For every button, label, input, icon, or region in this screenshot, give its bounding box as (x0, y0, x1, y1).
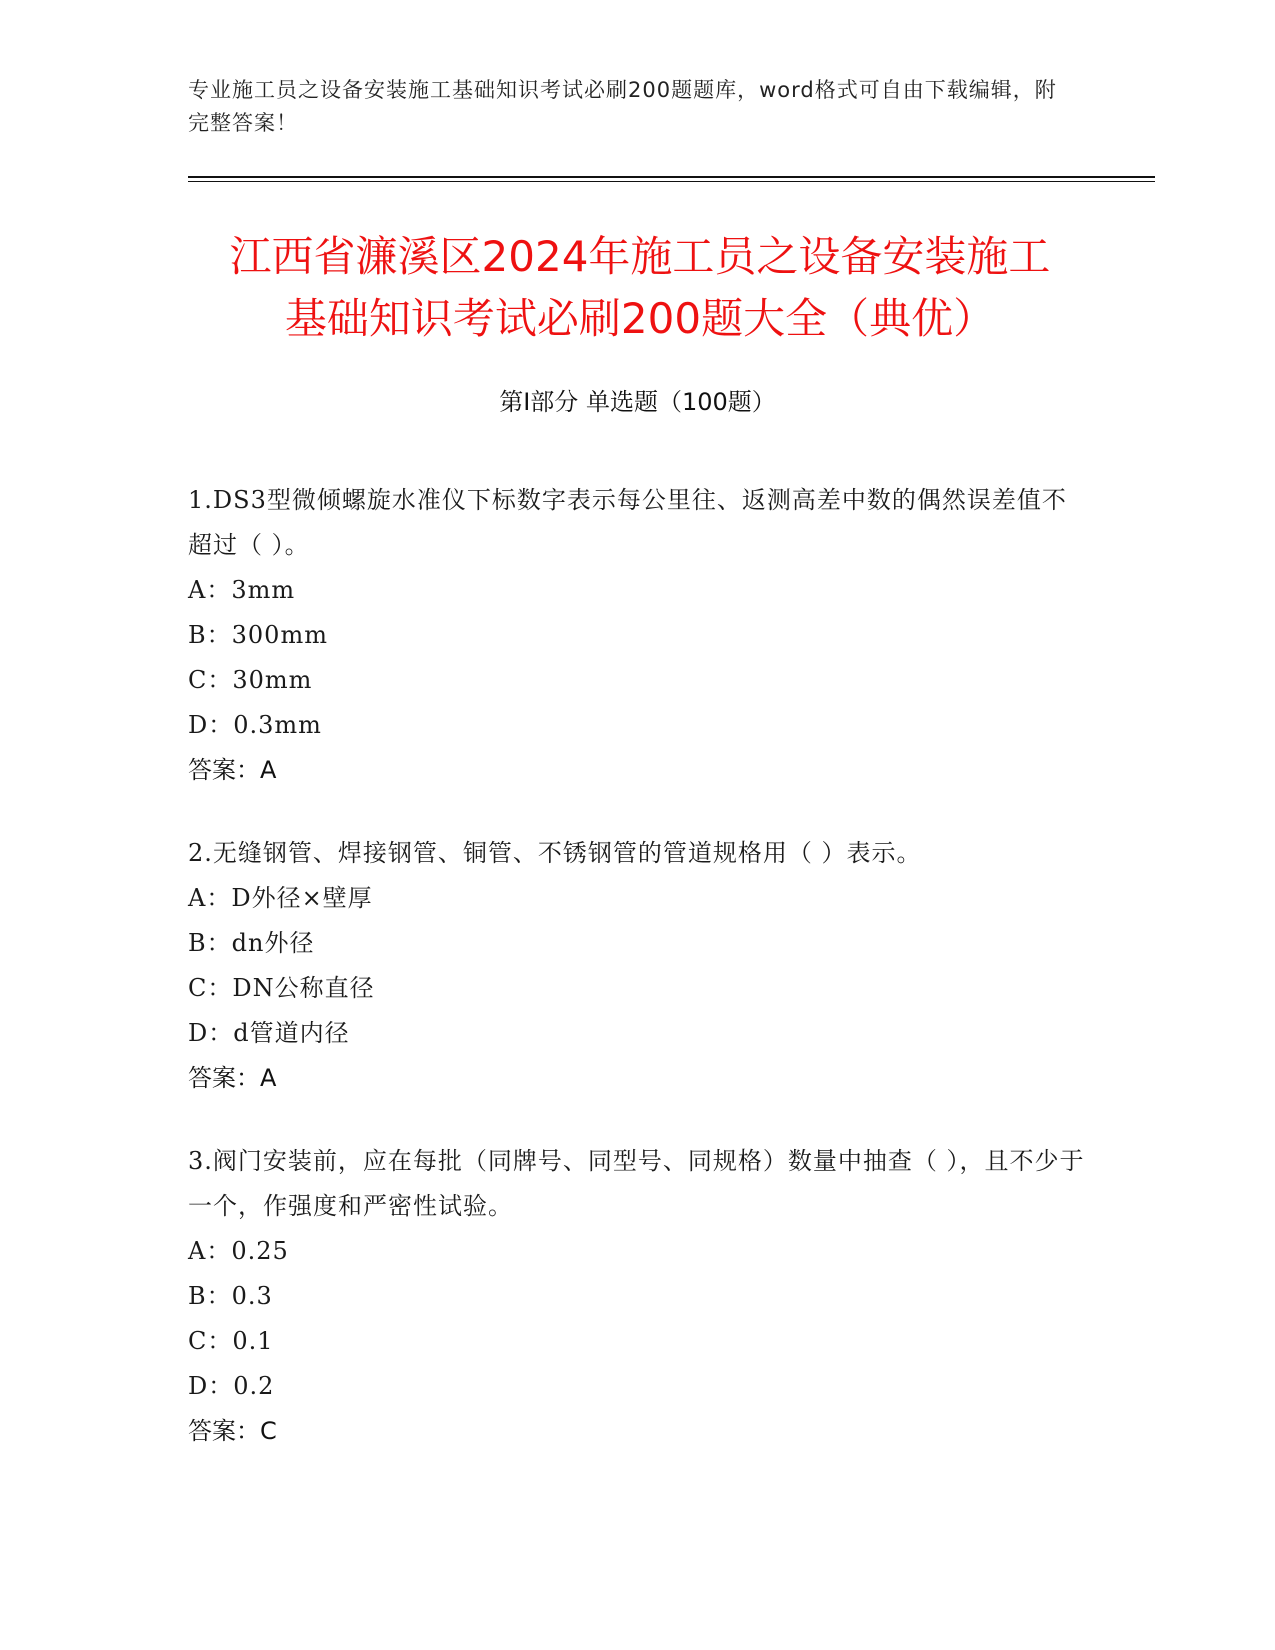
section-heading: 第Ⅰ部分 单选题（100题） (499, 388, 776, 416)
header-divider-thick (188, 176, 1155, 178)
option-c: C：0.1 (188, 1327, 274, 1355)
option-d: D：0.2 (188, 1372, 275, 1400)
option-a: A：0.25 (188, 1237, 289, 1265)
option-c: C：DN公称直径 (188, 974, 375, 1002)
question-stem: 3.阀门安装前，应在每批（同牌号、同型号、同规格）数量中抽查（ ），且不少于一个，作强度和严密性试验。 (188, 1147, 1085, 1220)
question-list (188, 478, 1088, 1492)
header-divider-thin (188, 181, 1155, 182)
option-a: A：3mm (188, 576, 296, 604)
option-d: D：0.3mm (188, 711, 322, 739)
option-d: D：d管道内径 (188, 1019, 350, 1047)
option-b: B：dn外径 (188, 929, 315, 957)
answer: 答案：A (188, 756, 277, 784)
answer: 答案：C (188, 1417, 277, 1445)
option-b: B：0.3 (188, 1282, 273, 1310)
document-title (160, 226, 1120, 350)
question-stem: 1.DS3型微倾螺旋水准仪下标数字表示每公里往、返测高差中数的偶然误差值不超过（ ）。 (188, 486, 1067, 559)
header-note: 专业施工员之设备安装施工基础知识考试必刷200题题库，word格式可自由下载编辑，附完整答案！ (188, 78, 1057, 135)
document-title-line-2: 基础知识考试必刷200题大全（典优） (284, 294, 996, 343)
question-1 (188, 478, 1088, 793)
answer: 答案：A (188, 1064, 277, 1092)
document-title-line-1: 江西省濂溪区2024年施工员之设备安装施工 (229, 232, 1051, 281)
question-3 (188, 1139, 1088, 1454)
question-2 (188, 831, 1088, 1101)
option-c: C：30mm (188, 666, 313, 694)
option-a: A：D外径×壁厚 (188, 884, 373, 912)
option-b: B：300mm (188, 621, 328, 649)
question-stem: 2.无缝钢管、焊接钢管、铜管、不锈钢管的管道规格用（ ）表示。 (188, 839, 922, 867)
